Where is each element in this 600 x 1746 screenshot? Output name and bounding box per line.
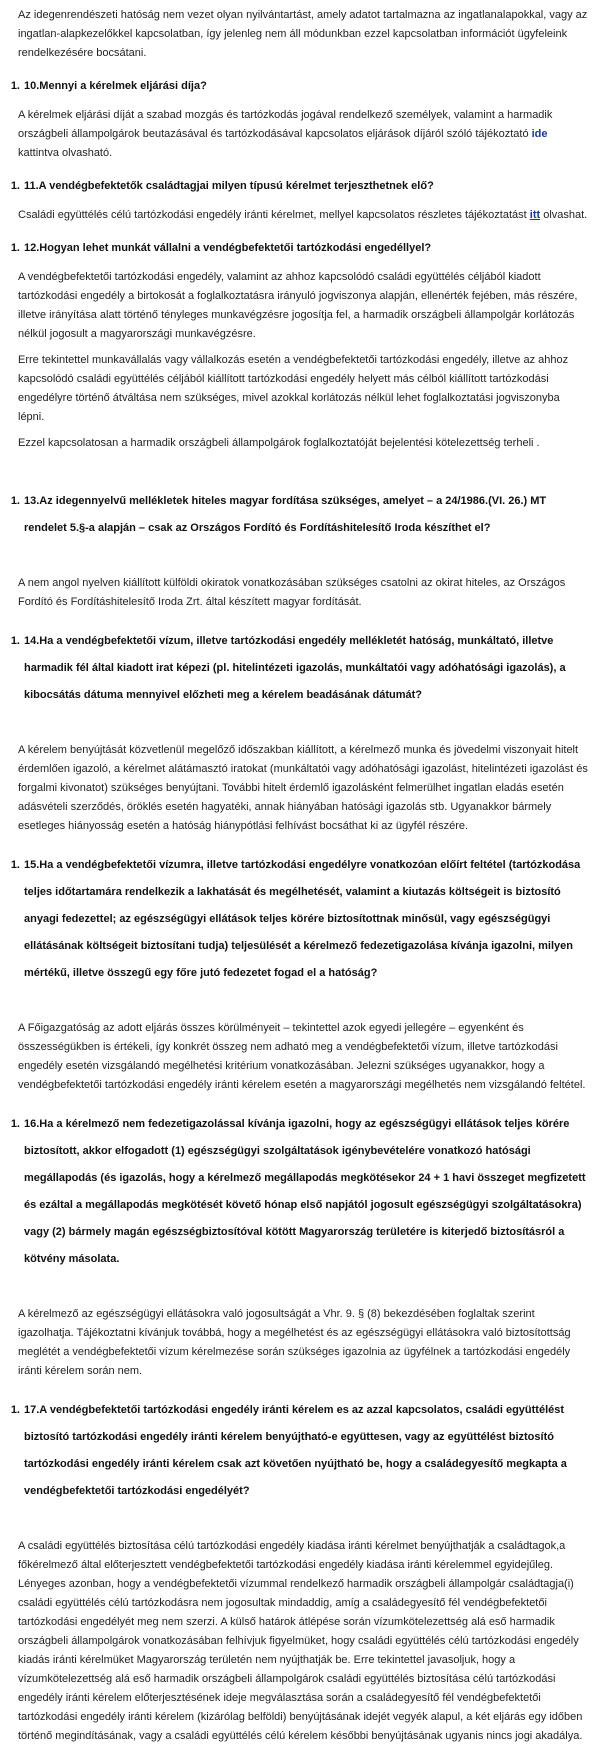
question-text: 11.A vendégbefektetők családtagjai milyen típusú kérelmet terjeszthetnek elő? (24, 180, 434, 192)
list-marker: 1. (10, 242, 20, 254)
list-marker: 1. (10, 1118, 20, 1130)
faq-question-12 (12, 239, 588, 258)
intro-paragraph: Az idegenrendészeti hatóság nem vezet olyan nyilvántartást, amely adatot tartalmazna az ingatlanalapokkal, vagy az ingatlan-alapkezelőkkel kapcsolatban, így jelenleg nem áll módunkban ezzel kapcsolatban információt ügyfeleink rendelkezésére bocsátani. (18, 9, 588, 59)
question-text: 16.Ha a kérelmező nem fedezetigazolással kívánja igazolni, hogy az egészségügyi ellátások teljes körére biztosított, akkor elfogadott (1) egészségügyi szolgáltatások igénybevételére vonatkozó hatósági megállapodás (és igazolás, hogy a kérelmező megállapodás megkötésekor 24 + 1 havi összeget megfizetett és ezáltal a megállapodás megkötését követő hónap első napjától jogosult egészségügyi szolgáltatásokra) vagy (2) bármely magán egészségbiztosítóval kötött Magyarország területére is kiterjedő biztosításról a kötvény másolata. (24, 1118, 586, 1265)
faq-answer-11 (18, 206, 588, 225)
answer-text: kattintva olvasható. (18, 147, 113, 159)
faq-question-10 (12, 77, 588, 96)
faq-answer-16: A kérelmező az egészségügyi ellátásokra való jogosultságát a Vhr. 9. § (8) bekezdésében foglaltak szerint igazolhatja. Tájékoztatni kívánjuk továbbá, hogy a megélhetést és az egészségügyi ellátásokra való biztosítottság meglétét a vendégbefektetői vízum kérelmezése során szükséges igazolnia az ügyfélnek a tartózkodási engedély iránti kérelem során nem. (18, 1308, 571, 1377)
faq-answer-15: A Főigazgatóság az adott eljárás összes körülményeit – tekintettel azok egyedi jellegére – egyenként és összességükben is értékeli, így konkrét összeg nem adható meg a vendégbefektetői vízum, illetve tartózkodási engedély esetén vizsgálandó megélhetési kritérium vonatkozásában. Jelezni szükséges ugyanakkor, hogy a vendégbefektetői tartózkodási engedély iránti kérelem esetén a magyarországi megélhetés nem vizsgálandó feltétel. (18, 1022, 586, 1091)
faq-answer-13: A nem angol nyelven kiállított külföldi okiratok vonatkozásában szükséges csatolni az okirat hiteles, az Országos Fordító és Fordításhitelesítő Iroda Zrt. által készített magyar fordítását. (18, 577, 566, 608)
family-permit-info-link[interactable]: itt (529, 209, 541, 221)
answer-text: olvashat. (540, 209, 588, 221)
faq-question-13 (12, 488, 588, 542)
list-marker: 1. (10, 180, 20, 192)
faq-question-16 (12, 1111, 588, 1273)
question-text: 14.Ha a vendégbefektetői vízum, illetve tartózkodási engedély mellékletét hatóság, munkáltató, illetve harmadik fél által kiadott irat képezi (pl. hitelintézeti igazolás, munkáltatói vagy adóhatósági igazolás), a kibocsátás dátuma mennyivel előzheti meg a kérelem beadásának dátumát? (24, 635, 566, 701)
fee-info-link[interactable]: ide (531, 128, 548, 140)
faq-answer-10 (18, 106, 588, 163)
faq-question-11 (12, 177, 588, 196)
faq-answer-12-p2: Erre tekintettel munkavállalás vagy vállalkozás esetén a vendégbefektetői tartózkodási engedély, illetve az ahhoz kapcsolódó családi együttélés céljából kiállított tartózkodási engedély helyett más célból kiállított tartózkodási engedélyre történő átváltása nem szükséges, mivel azokkal korlátozás nélkül lehet foglalkoztatási jogviszonyba lépni. (18, 354, 569, 423)
faq-question-15 (12, 852, 588, 987)
question-text: 10.Mennyi a kérelmek eljárási díja? (24, 80, 207, 92)
list-marker: 1. (10, 495, 20, 507)
faq-answer-17: A családi együttélés biztosítása célú tartózkodási engedély kiadása iránti kérelmet benyújthatják a családtagok,a főkérelmező által előterjesztett vendégbefektetői tartózkodási engedély kiadása iránti kérelemmel egyidejűleg. Lényeges azonban, hogy a vendégbefektetői vízummal rendelkező harmadik országbeli állampolgár családtagja(i) családi együttélés célú tartózkodásra nem jogosultak mindaddig, amíg a családegyesítő fél vendégbefektetői tartózkodási engedélyét meg nem szerzi. A külső határok átlépése során vízumkötelezettség alá eső harmadik országbeli állampolgárok vonatkozásában felhívjuk figyelmüket, hogy családi együttélés célú tartózkodási engedély kiadás iránti kérelmüket Magyarország területén nem nyújthatják be. Erre tekintettel javasoljuk, hogy a vízumkötelezettség alá eső harmadik országbeli állampolgárok családi együttélés biztosítása célú tartózkodási engedély iránti kérelem előterjesztésének ideje megválasztása során a családegyesítő fél vendégbefektetői tartózkodási engedély iránti kérelem (kizárólag belföldi) benyújtásának idejét vegyék alapul, a két eljárás egy időben történő megindításának, vagy a családi együttélés célú kérelem későbbi benyújtásának ugyanis nincs jogi akadálya. (18, 1540, 583, 1742)
list-marker: 1. (10, 635, 20, 647)
faq-answer-14: A kérelem benyújtását közvetlenül megelőző időszakban kiállított, a kérelmező munka és jövedelmi viszonyait hitelt érdemlően igazoló, a kérelmet alátámasztó iratokat (munkáltatói vagy adóhatósági igazolást, hitelintézeti igazolást és forgalmi kivonatot) szükséges benyújtani. További hitelt érdemlő igazolásként felmerülhet ingatlan eladás esetén adásvételi szerződés, öröklés esetén hagyatéki, annak hiányában hatósági igazolás stb. Ugyanakkor bármely esetleges hiányosság esetén a hatóság hiánypótlási felhívást bocsáthat ki az ügyfél részére. (18, 744, 588, 832)
question-text: 13.Az idegennyelvű mellékletek hiteles magyar fordítása szükséges, amelyet – a 24/1986.(VI. 26.) MT rendelet 5.§-a alapján – csak az Országos Fordító és Fordításhitelesítő Iroda készíthet el? (24, 495, 547, 534)
question-text: 15.Ha a vendégbefektetői vízumra, illetve tartózkodási engedélyre vonatkozóan előírt feltétel (tartózkodása teljes időtartamára rendelkezik a lakhatását és megélhetését, valamint a kiutazás költségeit is biztosító anyagi fedezettel; az egészségügyi ellátások teljes körére biztosítottnak minősül, vagy egészségügyi ellátásának költségeit biztosítani tudja) teljesülését a kérelmező fedezetigazolása kívánja igazolni, milyen mértékű, illetve összegű egy főre jutó fedezetet fogad el a hatóság? (24, 859, 581, 979)
faq-question-17 (12, 1397, 588, 1505)
question-text: 17.A vendégbefektetői tartózkodási engedély iránti kérelem es az azzal kapcsolatos, családi együttélést biztosító tartózkodási engedély iránti kérelem benyújtható-e együttesen, vagy az együttélést biztosító tartózkodási engedély iránti kérelem csak azt követően nyújtható be, hogy a családegyesítő megkapta a vendégbefektetői tartózkodási engedélyét? (24, 1404, 567, 1497)
list-marker: 1. (10, 859, 20, 871)
question-text: 12.Hogyan lehet munkát vállalni a vendégbefektetői tartózkodási engedéllyel? (24, 242, 432, 254)
faq-question-14 (12, 628, 588, 709)
answer-text: A kérelmek eljárási díját a szabad mozgás és tartózkodás jogával rendelkező személyek, valamint a harmadik országbeli állampolgárok beutazásával és tartózkodásával kapcsolatos eljárások díjáról szóló tájékoztató (18, 109, 553, 140)
list-marker: 1. (10, 80, 20, 92)
faq-answer-12-p3: Ezzel kapcsolatosan a harmadik országbeli állampolgárok foglalkoztatóját bejelentési kötelezettség terheli . (18, 437, 540, 449)
list-marker: 1. (10, 1404, 20, 1416)
answer-text: Családi együttélés célú tartózkodási engedély iránti kérelmet, mellyel kapcsolatos részletes tájékoztatást (18, 209, 530, 221)
faq-answer-12-p1: A vendégbefektetői tartózkodási engedély, valamint az ahhoz kapcsolódó családi együttélés céljából kiadott tartózkodási engedély a birtokosát a foglalkoztatásra irányuló jogviszonya alapján, ellenérték fejében, más részére, illetve irányítása alatt történő tényleges munkavégzésre jogosítja fel, a harmadik országbeli állampolgár korlátozás nélkül jogosult a magyarországi munkavégzésre. (18, 271, 578, 340)
